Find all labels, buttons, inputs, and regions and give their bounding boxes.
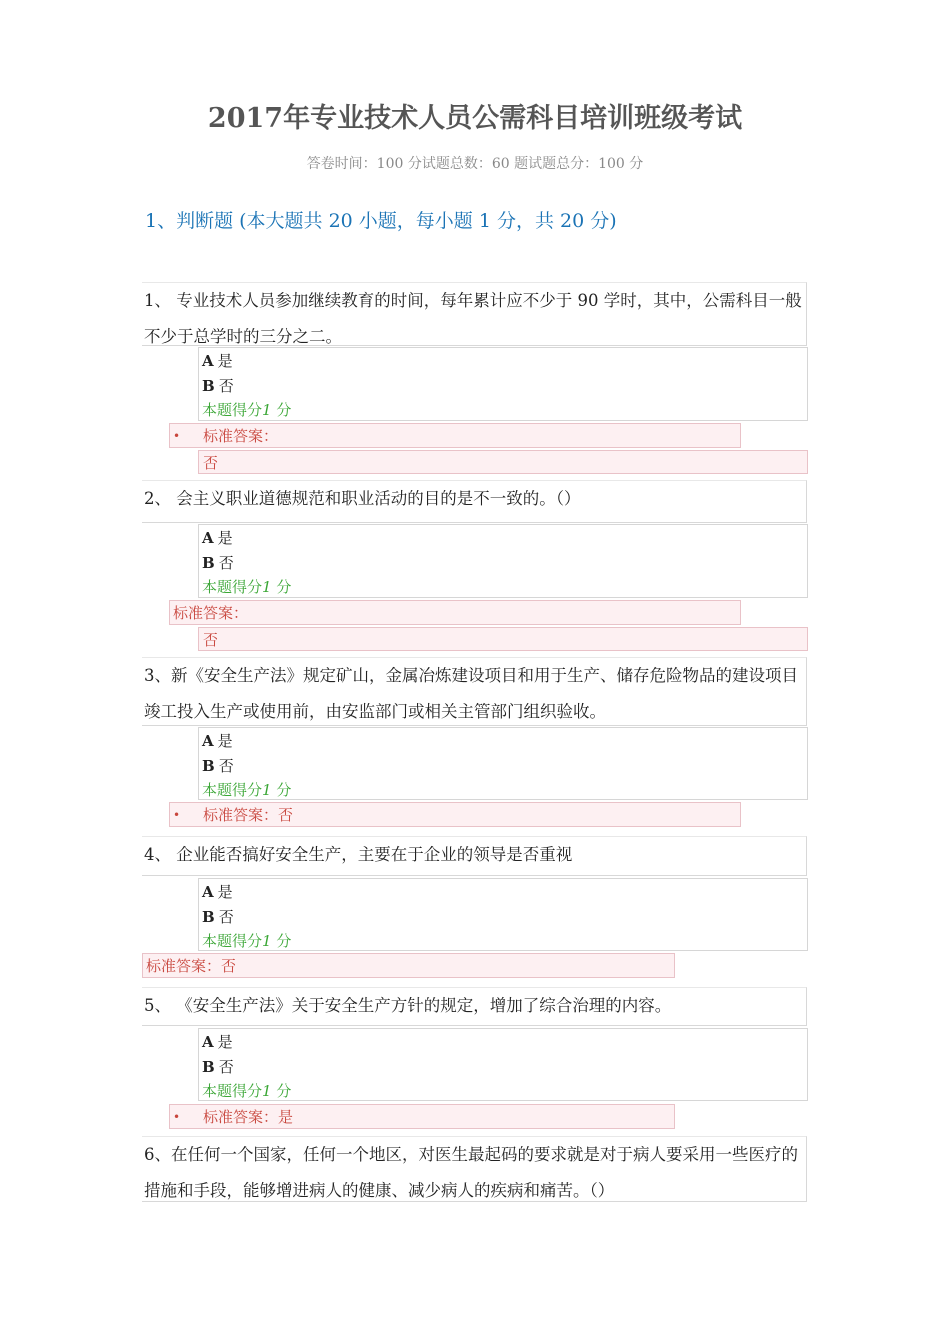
option-a[interactable]: A 是 [202, 732, 233, 750]
bullet-icon: • [173, 808, 181, 822]
options-box-5 [198, 1028, 808, 1101]
bullet-icon: • [173, 1110, 181, 1124]
option-a[interactable]: A 是 [202, 883, 233, 901]
question-3 [142, 657, 807, 726]
options-box-3 [198, 727, 808, 800]
score-line: 本题得分1 分 [202, 932, 292, 950]
standard-answer-5 [169, 1104, 675, 1129]
option-a[interactable]: A 是 [202, 529, 233, 547]
exam-title: 2017年专业技术人员公需科目培训班级考试 [207, 103, 743, 134]
question-2 [142, 480, 807, 523]
standard-answer-4 [142, 953, 675, 978]
question-6 [142, 1136, 807, 1202]
bullet-icon: • [173, 429, 181, 443]
option-a[interactable]: A 是 [202, 1033, 233, 1051]
question-4 [142, 836, 807, 876]
question-text: 1、 专业技术人员参加继续教育的时间，每年累计应不少于 90 学时，其中，公需科目一般不少于总学时的三分之二。 [144, 291, 802, 346]
score-line: 本题得分1 分 [202, 401, 292, 419]
options-box-1 [198, 347, 808, 421]
answer-value-2: 否 [198, 627, 808, 651]
option-b[interactable]: B 否 [202, 756, 234, 775]
answer-label: 标准答案： [203, 427, 279, 445]
question-5 [142, 987, 807, 1026]
standard-answer-1 [169, 423, 741, 448]
option-b[interactable]: B 否 [202, 553, 234, 572]
question-1 [142, 282, 807, 346]
answer-label: 标准答案： [173, 604, 249, 622]
score-line: 本题得分1 分 [202, 1082, 292, 1100]
question-text: 4、 企业能否搞好安全生产，主要在于企业的领导是否重视 [144, 845, 573, 864]
answer-value-1: 否 [198, 450, 808, 474]
question-text: 5、 《安全生产法》关于安全生产方针的规定，增加了综合治理的内容。 [144, 996, 672, 1015]
answer-label: 标准答案：否 [203, 806, 294, 824]
options-box-2 [198, 524, 808, 598]
option-b[interactable]: B 否 [202, 376, 234, 395]
score-line: 本题得分1 分 [202, 781, 292, 799]
options-box-4 [198, 878, 808, 951]
section-heading: 1、判断题 (本大题共 20 小题，每小题 1 分，共 20 分) [145, 210, 617, 232]
standard-answer-2 [169, 600, 741, 625]
question-text: 2、 会主义职业道德规范和职业活动的目的是不一致的。（） [144, 489, 581, 508]
option-b[interactable]: B 否 [202, 1057, 234, 1076]
option-b[interactable]: B 否 [202, 907, 234, 926]
question-text: 6、在任何一个国家，任何一个地区，对医生最起码的要求就是对于病人要采用一些医疗的措施和手段，能够增进病人的健康、减少病人的疾病和痛苦。（） [144, 1145, 798, 1200]
question-text: 3、新《安全生产法》规定矿山，金属冶炼建设项目和用于生产、储存危险物品的建设项目竣工投入生产或使用前，由安监部门或相关主管部门组织验收。 [144, 666, 798, 721]
standard-answer-3 [169, 802, 741, 827]
option-a[interactable]: A 是 [202, 352, 233, 370]
score-line: 本题得分1 分 [202, 578, 292, 596]
answer-label: 标准答案：否 [146, 957, 237, 975]
exam-meta: 答卷时间：100 分试题总数：60 题试题总分：100 分 [306, 156, 644, 172]
answer-label: 标准答案：是 [203, 1108, 294, 1126]
